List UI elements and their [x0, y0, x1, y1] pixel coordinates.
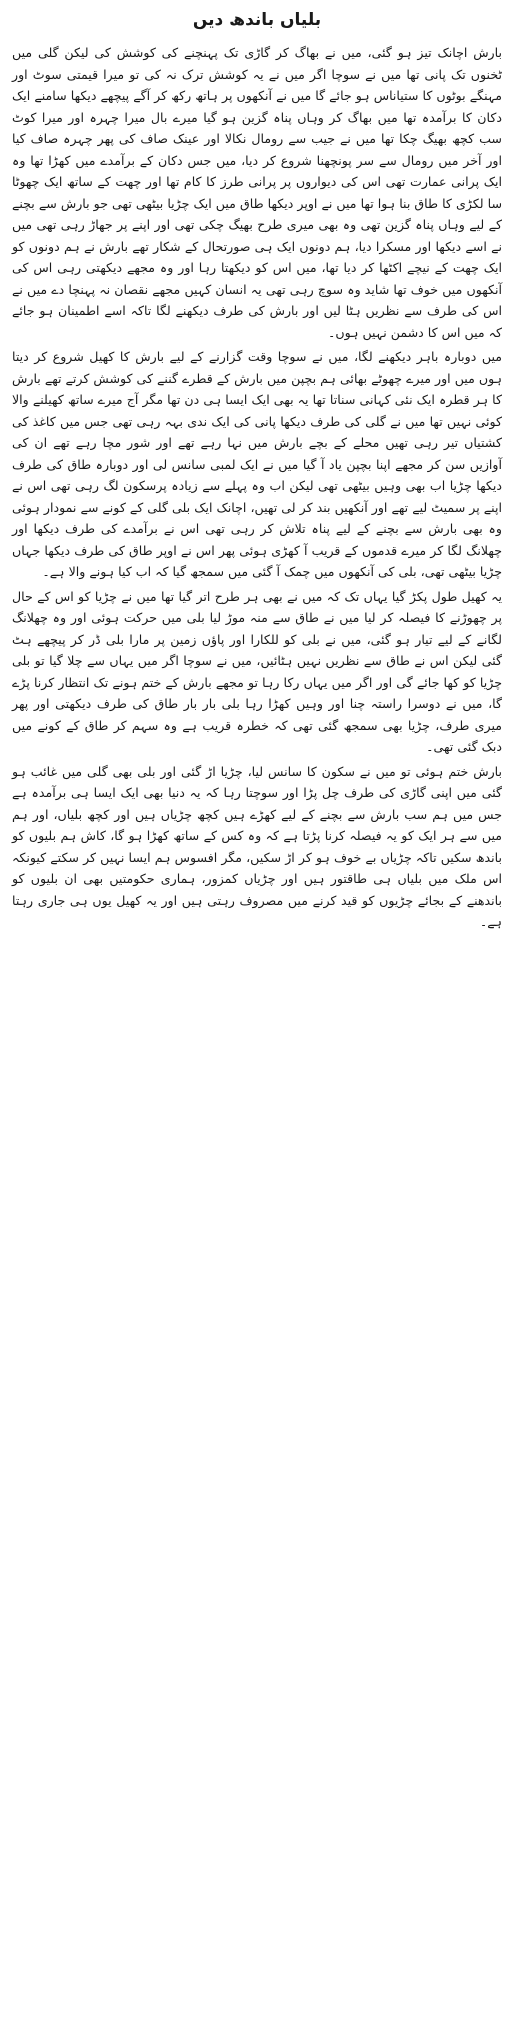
- article-body: [12, 42, 502, 933]
- paragraph: یہ کھیل طول پکڑ گیا یہاں تک کہ میں نے بھی ہر طرح اتر گیا تھا میں نے چڑیا کو اس کے حال پر چھوڑنے کا فیصلہ کر لیا میں نے طاق سے منہ موڑ لیا بلی میں حرکت ہوئی اور وہ چھلانگ لگانے کے لیے تیار ہو گئی، میں نے بلی کو للکارا اور پاؤں زمین پر مارا بلی ڈر کر پیچھے ہٹ گئی لیکن اس نے طاق سے نظریں نہیں ہٹائیں، میں نے سوچا اگر میں یہاں سے چلا گیا تو بلی چڑیا کو کھا جائے گی اور اگر میں یہاں رکا رہا تو مجھے بارش کے ختم ہونے تک انتظار کرنا پڑے گا، میں نے دوسرا راستہ چنا اور وہیں کھڑا رہا بلی بار بار طاق کی طرف دیکھتی اور پھر میری طرف، چڑیا بھی سمجھ گئی تھی کہ خطرہ قریب ہے وہ سہم کر طاق کے کونے میں دبک گئی تھی۔: [12, 588, 502, 754]
- paragraph: بارش اچانک تیز ہو گئی، میں نے بھاگ کر گاڑی تک پہنچنے کی کوشش کی لیکن گلی میں ٹخنوں تک پانی تھا میں نے سوچا اگر میں نے یہ کوشش ترک نہ کی تو میرا قیمتی سوٹ اور مہنگے بوٹوں کا ستیاناس ہو جائے گا میں نے آنکھوں پر ہاتھ رکھ کر آگے پیچھے دیکھا سامنے ایک دکان کا برآمدہ تھا میں بھاگ کر وہاں پناہ گزین ہو گیا میرے بال میرا چہرہ اور میرا کوٹ سب کچھ بھیگ چکا تھا میں نے جیب سے رومال نکالا اور عینک صاف کی پھر چہرہ صاف کیا اور آخر میں رومال سے سر پونچھنا شروع کر دیا، میں جس دکان کے برآمدے میں کھڑا تھا وہ ایک پرانی عمارت تھی اس کی دیواروں پر پرانی طرز کا کام تھا اور چھت کے ساتھ ایک چھوٹا سا لکڑی کا طاق بنا ہوا تھا میں نے اوپر دیکھا طاق میں ایک چڑیا بیٹھی تھی جو بارش سے بچنے کے لیے وہاں پناہ گزین تھی وہ بھی میری طرح بھیگ چکی تھی اور اپنے پر جھاڑ رہی تھی میں نے اسے دیکھا اور مسکرا دیا، ہم دونوں ایک ہی صورتحال کے شکار تھے بارش نے ہم دونوں کو ایک چھت کے نیچے اکٹھا کر دیا تھا، میں اس کو دیکھتا رہا اور وہ مجھے دیکھتی رہی اس کی آنکھوں میں خوف تھا شاید وہ سوچ رہی تھی یہ انسان کہیں مجھے نقصان نہ پہنچا دے میں نے اس کی طرف سے نظریں ہٹا لیں اور بارش کی طرف دیکھنے لگا تاکہ اسے اطمینان ہو جائے کہ میں اس کا دشمن نہیں ہوں۔: [12, 45, 502, 340]
- article-title: بلیاں باندھ دیں: [192, 10, 322, 30]
- paragraph: بارش ختم ہوئی تو میں نے سکون کا سانس لیا، چڑیا اڑ گئی اور بلی بھی گلی میں غائب ہو گئی میں اپنی گاڑی کی طرف چل پڑا اور سوچتا رہا کہ یہ دنیا بھی ایک ایسا ہی برآمدہ ہے جس میں ہم سب بارش سے بچنے کے لیے کھڑے ہیں کچھ چڑیاں ہیں اور کچھ بلیاں، اور ہم میں سے ہر ایک کو یہ فیصلہ کرنا پڑتا ہے کہ وہ کس کے ساتھ کھڑا ہو گا، کاش ہم بلیوں کو باندھ سکیں تاکہ چڑیاں بے خوف ہو کر اڑ سکیں، مگر افسوس ہم ایسا نہیں کر سکتے کیونکہ اس ملک میں بلیاں ہی طاقتور ہیں اور چڑیاں کمزور، ہماری حکومتیں بھی ان بلیوں کو باندھنے کے بجائے چڑیوں کو قید کرنے میں مصروف رہتی ہیں اور یہ کھیل یوں ہی جاری رہتا ہے۔: [12, 763, 502, 929]
- paragraph: میں دوبارہ باہر دیکھنے لگا، میں نے سوچا وقت گزارنے کے لیے بارش کا کھیل شروع کر دیتا ہوں میں اور میرے چھوٹے بھائی ہم بچپن میں بارش کے قطرے گننے کی کوشش کرتے تھے بارش کا ہر قطرہ ایک نئی کہانی سناتا تھا یہ بھی ایک ایسا ہی دن تھا مگر آج میرے ساتھ کھیلنے والا کوئی نہیں تھا میں نے گلی کی طرف دیکھا پانی کی ایک ندی بہہ رہی تھی جس میں کاغذ کی کشتیاں تیر رہی تھیں محلے کے بچے بارش میں نہا رہے تھے اور شور مچا رہے تھے ان کی آوازیں سن کر مجھے اپنا بچپن یاد آ گیا میں نے ایک لمبی سانس لی اور دوبارہ طاق کی طرف دیکھا چڑیا اب بھی وہیں بیٹھی تھی لیکن اب وہ پہلے سے زیادہ پرسکون لگ رہی تھی اس نے اپنے پر سمیٹ لیے تھے اور آنکھیں بند کر لی تھیں، اچانک ایک بلی گلی کے کونے سے نمودار ہوئی وہ بھی بارش سے بچنے کے لیے پناہ تلاش کر رہی تھی اس نے برآمدے کی طرف دیکھا اور چھلانگ لگا کر میرے قدموں کے قریب آ کھڑی ہوئی پھر اس نے اوپر طاق کی طرف دیکھا جہاں چڑیا بیٹھی تھی، بلی کی آنکھوں میں چمک آ گئی میں سمجھ گیا کہ اب کیا ہونے والا ہے۔: [12, 349, 502, 579]
